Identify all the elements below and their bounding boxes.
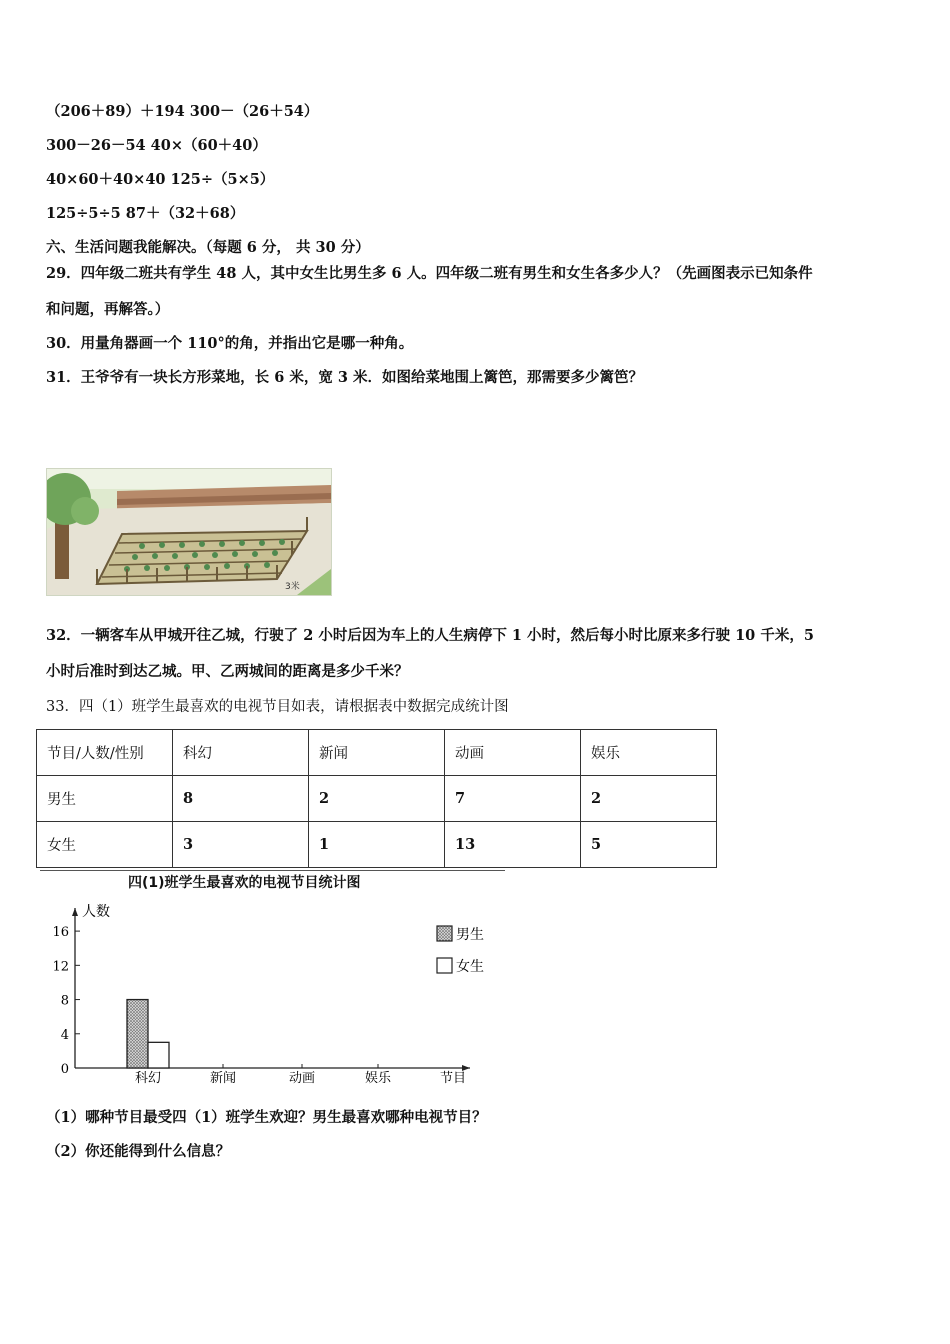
sub-question-2: （2）你还能得到什么信息？: [46, 1143, 231, 1160]
legend-swatch-girls: [437, 958, 452, 973]
table-header-cell: 娱乐: [581, 730, 717, 776]
table-row-label: 男生: [37, 776, 173, 822]
x-tick-label: 动画: [288, 1071, 316, 1086]
table-cell: 5: [581, 822, 717, 868]
x-tick-label: 娱乐: [364, 1071, 392, 1086]
question-29-line-2: 和问题，再解答。）: [46, 301, 170, 318]
table-row-boys: [37, 776, 717, 822]
x-tick-label: 科幻: [134, 1071, 162, 1086]
legend-label-boys: 男生: [456, 927, 484, 943]
table-cell: 13: [445, 822, 581, 868]
y-tick-label: 16: [52, 925, 69, 941]
chart-svg: [40, 870, 510, 1100]
y-tick-label: 4: [60, 1027, 69, 1043]
calc-line-3: 40×60＋40×40 125÷（5×5）: [46, 171, 275, 188]
x-tick-label: 新闻: [209, 1071, 237, 1086]
y-axis-arrow: [72, 908, 78, 916]
y-tick-label: 8: [60, 993, 69, 1009]
calc-line-1: （206＋89）＋194 300－（26＋54）: [46, 103, 319, 120]
bar-chart: [40, 870, 510, 1100]
table-header-cell: 新闻: [309, 730, 445, 776]
y-tick-label: 12: [52, 959, 69, 975]
table-row-girls: [37, 822, 717, 868]
chart-title: 四(1)班学生最喜欢的电视节目统计图: [128, 875, 361, 891]
vegetable-garden-illustration: [46, 468, 332, 596]
table-cell: 2: [581, 776, 717, 822]
sub-question-1: （1）哪种节目最受四（1）班学生欢迎？男生最喜欢哪种电视节目？: [46, 1109, 487, 1126]
tv-program-table: [36, 729, 717, 868]
question-32-line-1: 32．一辆客车从甲城开往乙城，行驶了 2 小时后因为车上的人生病停下 1 小时，然后每小时比原来多行驶 10 千米，5: [46, 627, 814, 644]
calc-line-2: 300－26－54 40×（60＋40）: [46, 137, 267, 154]
table-cell: 2: [309, 776, 445, 822]
garden-drawing: [47, 469, 331, 595]
question-29-line-1: 29．四年级二班共有学生 48 人，其中女生比男生多 6 人。四年级二班有男生和女生各多少人？（先画图表示已知条件: [46, 265, 813, 282]
question-31: 31．王爷爷有一块长方形菜地，长 6 米，宽 3 米．如图给菜地围上篱笆，那需要多少篱笆？: [46, 369, 644, 386]
question-32-line-2: 小时后准时到达乙城。甲、乙两城间的距离是多少千米？: [46, 663, 409, 680]
table-header-cell: 动画: [445, 730, 581, 776]
table-row-label: 女生: [37, 822, 173, 868]
table-cell: 7: [445, 776, 581, 822]
question-30: 30．用量角器画一个 110°的角，并指出它是哪一种角。: [46, 335, 414, 352]
table-cell: 1: [309, 822, 445, 868]
y-tick-label: 0: [60, 1062, 69, 1077]
bar-boys: [127, 1000, 148, 1068]
table-header-row: [37, 730, 717, 776]
table-header-cell: 节目/人数/性别: [37, 730, 173, 776]
calc-line-4: 125÷5÷5 87＋（32＋68）: [46, 205, 245, 222]
table-header-cell: 科幻: [173, 730, 309, 776]
table-cell: 3: [173, 822, 309, 868]
table-cell: 8: [173, 776, 309, 822]
legend-swatch-boys: [437, 926, 452, 941]
section-6-title: 六、生活问题我能解决。（每题 6 分， 共 30 分）: [46, 239, 370, 256]
legend-label-girls: 女生: [456, 959, 484, 975]
fence-label: 3米: [285, 582, 300, 592]
x-axis-label: 节目: [440, 1071, 467, 1086]
question-33: 33．四（1）班学生最喜欢的电视节目如表，请根据表中数据完成统计图: [46, 699, 509, 715]
y-axis-label: 人数: [82, 904, 110, 920]
bar-girls: [148, 1042, 169, 1068]
